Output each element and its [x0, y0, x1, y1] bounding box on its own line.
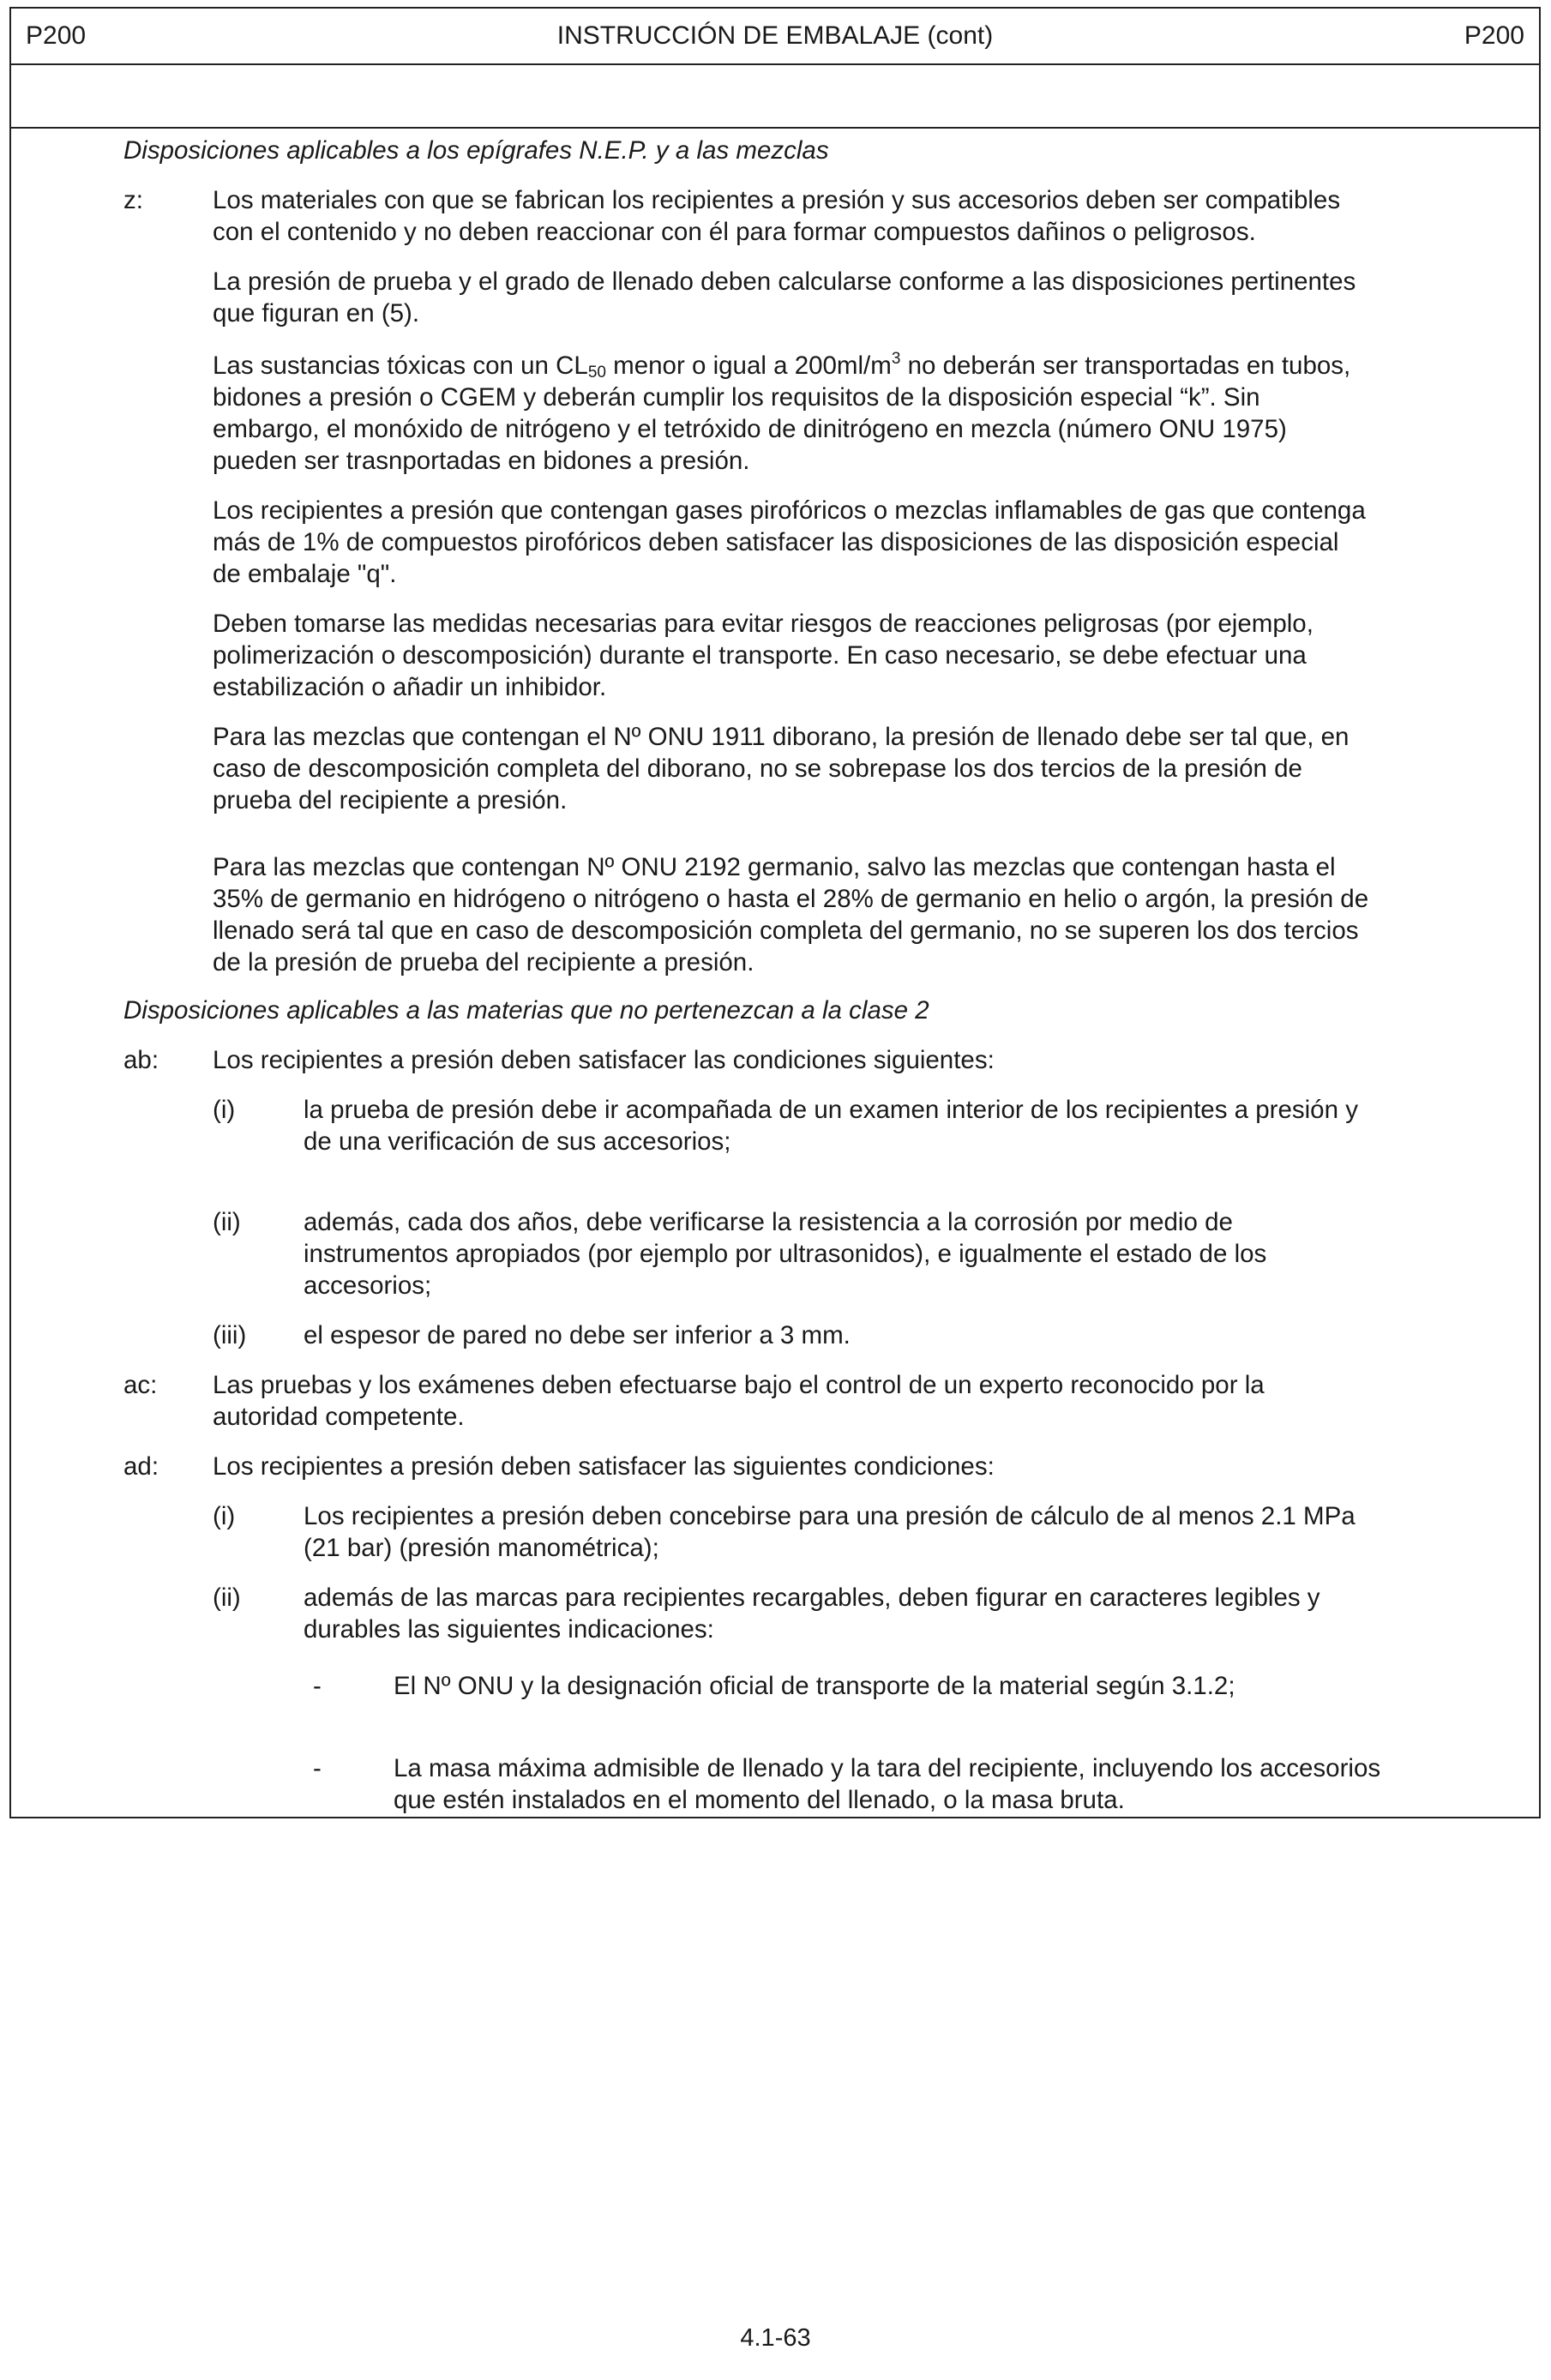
cubic-superscript: 3 [891, 350, 901, 368]
ad-dash-2-line2: que estén instalados en el momento del llenado, o la masa bruta. [394, 1786, 1125, 1814]
cl50-subscript: 50 [587, 364, 606, 382]
ac-line1: Las pruebas y los exámenes deben efectuarse bajo el control de un experto reconocido por la [213, 1371, 1265, 1399]
packing-instruction-table [9, 7, 1541, 1818]
z-p5-line3: estabilización o añadir un inhibidor. [213, 673, 607, 701]
ad-dash-1-mark: - [313, 1672, 322, 1700]
header-empty-row [11, 63, 1539, 129]
ab-item-3-line1: el espesor de pared no debe ser inferior a 3 mm. [304, 1321, 851, 1349]
z-p4-line3: de embalaje "q". [213, 560, 397, 588]
z-p6-line3: prueba del recipiente a presión. [213, 786, 568, 814]
ab-item-2-line3: accesorios; [304, 1271, 432, 1300]
ab-item-1-line1: la prueba de presión debe ir acompañada de un examen interior de los recipientes a presión y [304, 1096, 1358, 1124]
ad-dash-2-line1: La masa máxima admisible de llenado y la tara del recipiente, incluyendo los accesorios [394, 1754, 1381, 1782]
provision-label-ac: ac: [123, 1371, 158, 1399]
z-p3-line4: pueden ser trasnportadas en bidones a presión. [213, 447, 750, 475]
page-number: 4.1-63 [740, 2324, 811, 2352]
section-heading-non-class-2: Disposiciones aplicables a las materias que no pertenezcan a la clase 2 [123, 996, 929, 1025]
z-p6-line2: caso de descomposición completa del diborano, no se sobrepase los dos tercios de la presión de [213, 754, 1302, 783]
ad-dash-1-line1: El Nº ONU y la designación oficial de transporte de la material según 3.1.2; [394, 1672, 1235, 1700]
ab-intro: Los recipientes a presión deben satisfacer las condiciones siguientes: [213, 1046, 995, 1074]
section-heading-nep: Disposiciones aplicables a los epígrafes N.E.P. y a las mezclas [123, 136, 829, 165]
z-p7-line3: llenado será tal que en caso de descomposición completa del germanio, no se superen los dos tercios [213, 917, 1359, 945]
ab-item-3-num: (iii) [213, 1321, 247, 1349]
provision-label-ab: ab: [123, 1046, 159, 1074]
z-p5-line2: polimerización o descomposición) durante el transporte. En caso necesario, se debe efectuar una [213, 641, 1307, 670]
header-code-right: P200 [1464, 21, 1524, 50]
z-p7-line4: de la presión de prueba del recipiente a presión. [213, 948, 754, 977]
ab-item-1-num: (i) [213, 1096, 236, 1124]
z-p1-line1: Los materiales con que se fabrican los recipientes a presión y sus accesorios deben ser compatibles [213, 186, 1341, 214]
header-title: INSTRUCCIÓN DE EMBALAJE (cont) [556, 21, 994, 50]
z-p3-line2: bidones a presión o CGEM y deberán cumplir los requisitos de la disposición especial “k”. Sin [213, 383, 1260, 412]
provision-label-ad: ad: [123, 1452, 159, 1481]
ad-intro: Los recipientes a presión deben satisfacer las siguientes condiciones: [213, 1452, 995, 1481]
z-p2-line1: La presión de prueba y el grado de llenado deben calcularse conforme a las disposiciones pertinentes [213, 267, 1356, 296]
ab-item-2-line1: además, cada dos años, debe verificarse la resistencia a la corrosión por medio de [304, 1208, 1233, 1236]
z-p2-line2: que figuran en (5). [213, 299, 420, 328]
z-p3-line3: embargo, el monóxido de nitrógeno y el tetróxido de dinitrógeno en mezcla (número ONU 1975) [213, 415, 1287, 443]
z-p3-line1: Las sustancias tóxicas con un $CL_{50}$ menor o igual a $200ml/m^3$ no deberán ser transportadas en tubos, [213, 350, 1351, 382]
ad-item-1-line2: (21 bar) (presión manométrica); [304, 1534, 659, 1562]
ad-item-2-num: (ii) [213, 1584, 241, 1612]
ad-item-1-line1: Los recipientes a presión deben concebirse para una presión de cálculo de al menos 2.1 MPa [304, 1502, 1356, 1530]
ad-dash-2-mark: - [313, 1754, 322, 1782]
ab-item-2-line2: instrumentos apropiados (por ejemplo por ultrasonidos), e igualmente el estado de los [304, 1240, 1267, 1268]
ad-item-2-line1: además de las marcas para recipientes recargables, deben figurar en caracteres legibles y [304, 1584, 1320, 1612]
header-code-left: P200 [26, 21, 87, 50]
z-p4-line1: Los recipientes a presión que contengan gases pirofóricos o mezclas inflamables de gas que contenga [213, 496, 1366, 525]
ab-item-2-num: (ii) [213, 1208, 241, 1236]
z-p1-line2: con el contenido y no deben reaccionar con él para formar compuestos dañinos o peligrosos. [213, 218, 1256, 246]
z-p4-line2: más de 1% de compuestos pirofóricos deben satisfacer las disposiciones de las disposición especial [213, 528, 1339, 556]
ad-item-2-line2: durables las siguientes indicaciones: [304, 1615, 714, 1644]
z-p5-line1: Deben tomarse las medidas necesarias para evitar riesgos de reacciones peligrosas (por ejemplo, [213, 610, 1314, 638]
z-p6-line1: Para las mezclas que contengan el Nº ONU 1911 diborano, la presión de llenado debe ser tal que, en [213, 723, 1350, 751]
ab-item-1-line2: de una verificación de sus accesorios; [304, 1127, 731, 1156]
ad-item-1-num: (i) [213, 1502, 236, 1530]
provision-label-z: z: [123, 186, 143, 214]
ac-line2: autoridad competente. [213, 1403, 465, 1431]
z-p7-line1: Para las mezclas que contengan Nº ONU 2192 germanio, salvo las mezclas que contengan hasta el [213, 853, 1336, 881]
table-header [11, 9, 1539, 65]
z-p7-line2: 35% de germanio en hidrógeno o nitrógeno o hasta el 28% de germanio en helio o argón, la presión de [213, 885, 1369, 913]
